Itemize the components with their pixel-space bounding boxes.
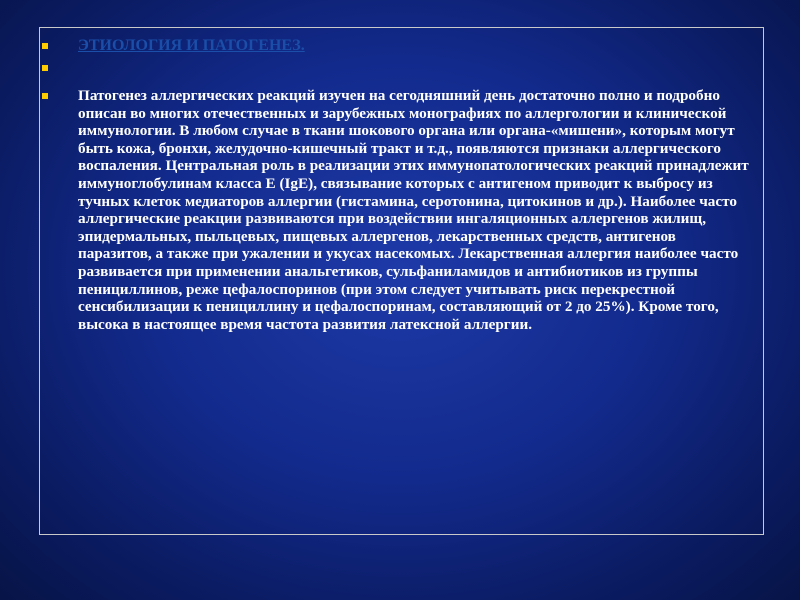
bullet-item-body: [42, 87, 752, 333]
slide-title: ЭТИОЛОГИЯ И ПАТОГЕНЕЗ.: [78, 37, 305, 54]
body-paragraph: Патогенез аллергических реакций изучен на сегодняшний день достаточно полно и подробно описан во многих отечественных и зарубежных монографиях по аллергологии и клинической иммунологии. В любом случае в ткани шокового органа или органа-«мишени», которым могут быть кожа, бронхи, желудочно-кишечный тракт и т.д., появляются признаки аллергического воспаления. Центральная роль в реализации этих иммунопатологических реакций принадлежит иммуноглобулинам класса E (IgE), связывание которых с антигеном приводит к выбросу из тучных клеток медиаторов аллергии (гистамина, серотонина, цитокинов и др.). Наиболее часто аллергические реакции развиваются при воздействии ингаляционных аллергенов жилищ, эпидермальных, пыльцевых, пищевых аллергенов, лекарственных средств, антигенов паразитов, а также при ужалении и укусах насекомых. Лекарственная аллергия наиболее часто развивается при применении анальгетиков, сульфаниламидов и антибиотиков из группы пенициллинов, реже цефалоспоринов (при этом следует учитывать риск перекрестной сенсибилизации к пенициллину и цефалоспоринам, составляющий от 2 до 25%). Кроме того, высока в настоящее время частота развития латексной аллергии.: [78, 87, 749, 333]
bullet-list: [42, 35, 752, 333]
square-bullet-icon: [42, 65, 48, 71]
square-bullet-icon: [42, 93, 48, 99]
bullet-item-title: [42, 35, 752, 57]
bullet-item-empty: [42, 57, 752, 87]
square-bullet-icon: [42, 43, 48, 49]
